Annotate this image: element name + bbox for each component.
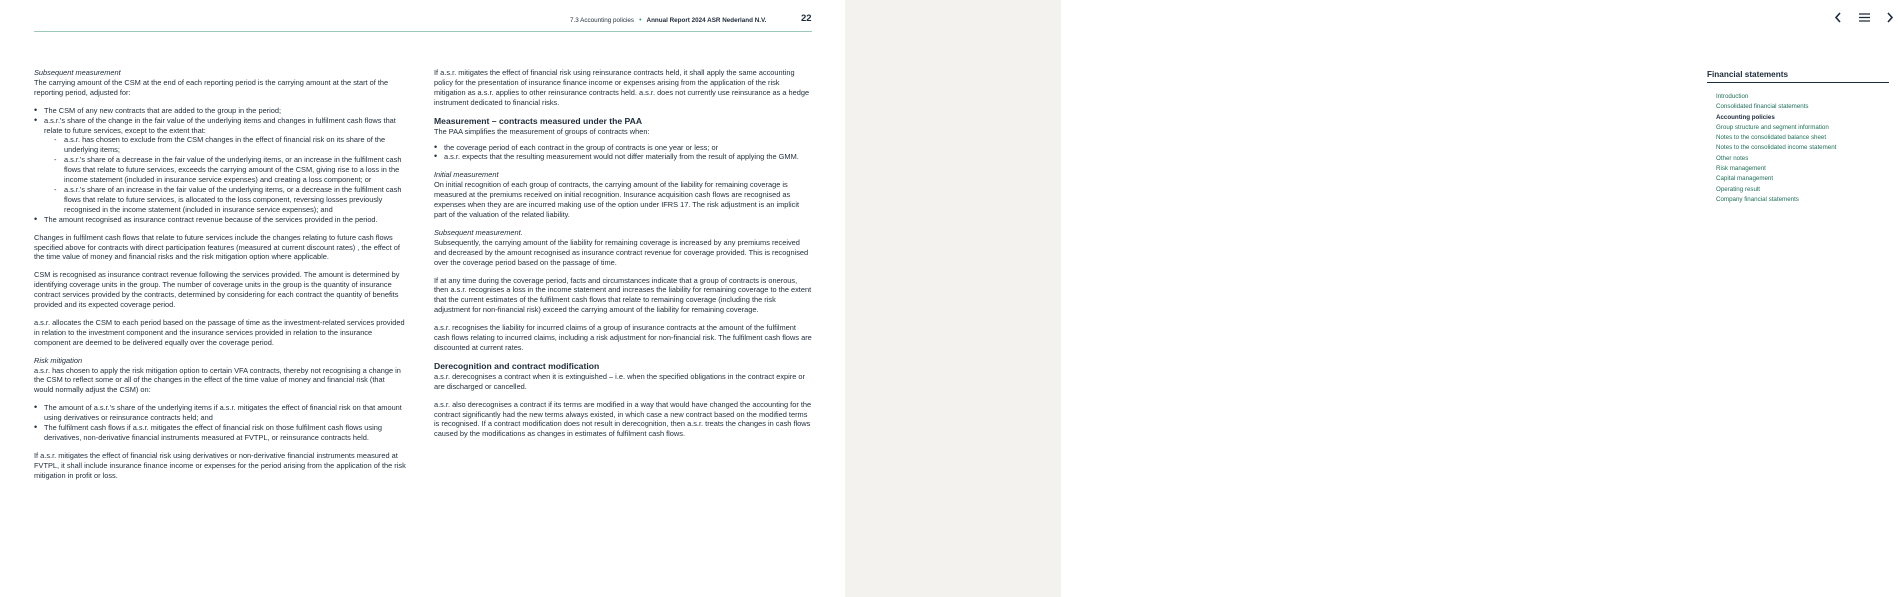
list-item: - a.s.r.'s share of a decrease in the fair value of the underlying items, or an increase in the fulfilment cash flows that relate to future services, exceeds the carrying amount of the CSM, giving rise to a loss in the income statement (included in insurance service expenses) and creating a loss component; or bbox=[54, 155, 406, 185]
paragraph: a.s.r. recognises the liability for incurred claims of a group of insurance contracts at the amount of the fulfilment cash flows relating to incurred claims, including a risk adjustment for non-financial risk. The fulfilment cash flows are discounted at current rates. bbox=[434, 323, 812, 352]
toc-item-notes-income-statement[interactable]: Notes to the consolidated income statement bbox=[1716, 144, 1837, 152]
list-item: • The CSM of any new contracts that are added to the group in the period; bbox=[34, 106, 406, 116]
toc-item-consolidated-financial-statements[interactable]: Consolidated financial statements bbox=[1716, 103, 1809, 111]
list-item: • The amount of a.s.r.'s share of the underlying items if a.s.r. mitigates the effect of financial risk on that amount using derivatives or reinsurance contracts held; and bbox=[34, 403, 406, 423]
section-heading: Derecognition and contract modification bbox=[434, 360, 600, 371]
menu-icon[interactable] bbox=[1856, 11, 1872, 23]
toc-item-group-structure[interactable]: Group structure and segment information bbox=[1716, 123, 1829, 131]
paragraph: a.s.r. has chosen to apply the risk mitigation option to certain VFA contracts, thereby not recognising a change in the CSM to reflect some or all of the changes in the effect of the time value of money and financial risk (that would normally adjust the CSM) on: bbox=[34, 365, 401, 395]
paragraph: a.s.r. also derecognises a contract if its terms are modified in a way that would have changed the accounting for the contract significantly had the new terms always existed, in which case a new contract based on the modified terms is recognised. If a contract modification does not result in derecognition, then a.s.r. treats the changes in cash flows caused by the modifications as changes in estimates of fulfilment cash flows. bbox=[434, 399, 812, 439]
toc-item-accounting-policies[interactable]: Accounting policies bbox=[1716, 113, 1775, 121]
csm-adjustment-list bbox=[34, 106, 406, 225]
list-item: - a.s.r.'s share of an increase in the fair value of the underlying items, or a decrease in the fulfilment cash flows that relate to future services, is allocated to the loss component, reversing losses previously recognised in the income statement (included in insurance service expenses); and bbox=[54, 185, 406, 215]
section-heading: Measurement – contracts measured under the PAA bbox=[434, 115, 643, 126]
paragraph: CSM is recognised as insurance contract revenue following the services provided. The amount is determined by identifying coverage units in the group. The number of coverage units in the group is the quantity of insurance contract services provided by the contracts, determined by considering for each contract the quantity of benefits provided and its expected coverage period. bbox=[34, 270, 400, 310]
toc-item-risk-management[interactable]: Risk management bbox=[1716, 165, 1766, 173]
document-page bbox=[0, 0, 845, 597]
paragraph: The PAA simplifies the measurement of groups of contracts when: bbox=[434, 126, 650, 136]
list-item-text: a.s.r.'s share of the change in the fair value of the underlying items and changes in fulfilment cash flows that relate to future services, except to the extent that: bbox=[44, 115, 396, 135]
paragraph: If at any time during the coverage period, facts and circumstances indicate that a group of contracts is onerous, then a.s.r. recognises a loss in the income statement and increases the liability for remaining coverage to the extent that the current estimates of the fulfilment cash flows that relate to remaining coverage (including the risk adjustment for non-financial risk) exceed the carrying amount of the liability for remaining coverage. bbox=[434, 275, 812, 315]
list-item: • The fulfilment cash flows if a.s.r. mitigates the effect of financial risk on those fulfilment cash flows using derivatives, non-derivative financial instruments measured at FVTPL, or reinsurance contracts held. bbox=[34, 423, 406, 443]
list-item: • The amount recognised as insurance contract revenue because of the services provided in the period. bbox=[34, 215, 406, 225]
separator-dot-icon: • bbox=[639, 16, 642, 24]
paragraph: If a.s.r. mitigates the effect of financial risk using derivatives or non-derivative financial instruments measured at FVTPL, it shall include insurance finance income or expenses for the period arising from the application of the risk mitigation in profit or loss. bbox=[34, 450, 406, 480]
initial-measurement-section bbox=[434, 170, 812, 220]
toc-item-notes-balance-sheet[interactable]: Notes to the consolidated balance sheet bbox=[1716, 134, 1827, 142]
toc-item-introduction[interactable]: Introduction bbox=[1716, 93, 1749, 100]
toc-item-operating-result[interactable]: Operating result bbox=[1716, 185, 1761, 193]
right-column bbox=[434, 68, 812, 447]
list-item bbox=[34, 116, 406, 215]
chevron-right-icon[interactable] bbox=[1882, 11, 1898, 23]
risk-mitigation-list bbox=[34, 403, 406, 443]
left-column bbox=[34, 68, 406, 489]
subsequent-measurement-section bbox=[434, 228, 812, 268]
toc-item-capital-management[interactable]: Capital management bbox=[1716, 175, 1774, 183]
list-item: • a.s.r. expects that the resulting measurement would not differ materially from the result of applying the GMM. bbox=[434, 152, 812, 162]
exception-list bbox=[54, 135, 406, 214]
chevron-left-icon[interactable] bbox=[1830, 11, 1846, 23]
section-label: 7.3 Accounting policies bbox=[570, 16, 635, 24]
header-divider bbox=[34, 31, 812, 32]
sidebar bbox=[845, 0, 1837, 597]
toc-title: Financial statements bbox=[1707, 70, 1889, 83]
toc-item-other-notes[interactable]: Other notes bbox=[1716, 154, 1749, 162]
section-subheading: Subsequent measurement. bbox=[434, 227, 523, 237]
list-item: • the coverage period of each contract in the group of contracts is one year or less; or bbox=[434, 143, 812, 153]
report-title: Annual Report 2024 ASR Nederland N.V. bbox=[646, 16, 767, 24]
paragraph: If a.s.r. mitigates the effect of financial risk using reinsurance contracts held, it shall apply the same accounting policy for the presentation of insurance finance income or expenses arising from the application of the risk mitigation as a.s.r. applies to other reinsurance contracts held. a.s.r. does not currently use reinsurance as a hedge instrument dedicated to financial risks. bbox=[434, 68, 810, 107]
paragraph: The carrying amount of the CSM at the end of each reporting period is the carrying amount at the start of the reporting period, adjusted for: bbox=[34, 77, 389, 97]
page-number: 22 bbox=[801, 13, 812, 24]
paragraph: a.s.r. derecognises a contract when it is extinguished – i.e. when the specified obligations in the contract expire or are discharged or cancelled. bbox=[434, 371, 805, 391]
running-header bbox=[570, 14, 766, 26]
paragraph: a.s.r. allocates the CSM to each period based on the passage of time as the investment-related services provided in relation to the investment component and the insurance services provided in relation to the insurance component are deemed to be delivered equally over the coverage period. bbox=[34, 317, 405, 347]
paragraph: Subsequently, the carrying amount of the liability for remaining coverage is increased by any premiums received and decreased by the amount recognised as insurance contract revenue for coverage provided. This is recognised over the coverage period based on the passage of time. bbox=[434, 237, 809, 267]
section-subheading: Subsequent measurement bbox=[34, 68, 121, 77]
risk-mitigation-section bbox=[34, 356, 406, 396]
toc-item-company-financial-statements[interactable]: Company financial statements bbox=[1716, 195, 1799, 203]
paragraph: Changes in fulfilment cash flows that relate to future services include the changes relating to future cash flows specified above for contracts with direct participation features (measured at current discount rates) , the effect of the time value of money and financial risks and the risk mitigation option where applicable. bbox=[34, 232, 400, 262]
subsequent-measurement-section bbox=[34, 68, 406, 98]
list-item: - a.s.r. has chosen to exclude from the CSM changes in the effect of financial risk on its share of the underlying items; bbox=[54, 135, 406, 155]
section-subheading: Initial measurement bbox=[434, 170, 499, 180]
paa-conditions-list bbox=[434, 143, 812, 163]
paragraph: On initial recognition of each group of contracts, the carrying amount of the liability for remaining coverage is measured at the premiums received on initial recognition. Insurance acquisition cash flows are recognised as expenses when they are are incurred making use of the option under IFRS 17. The risk adjustment is an implicit part of the valuation of the related liability. bbox=[434, 180, 800, 219]
section-subheading: Risk mitigation bbox=[34, 355, 83, 365]
page-navigation bbox=[1830, 11, 1898, 23]
table-of-contents bbox=[1716, 92, 1886, 205]
